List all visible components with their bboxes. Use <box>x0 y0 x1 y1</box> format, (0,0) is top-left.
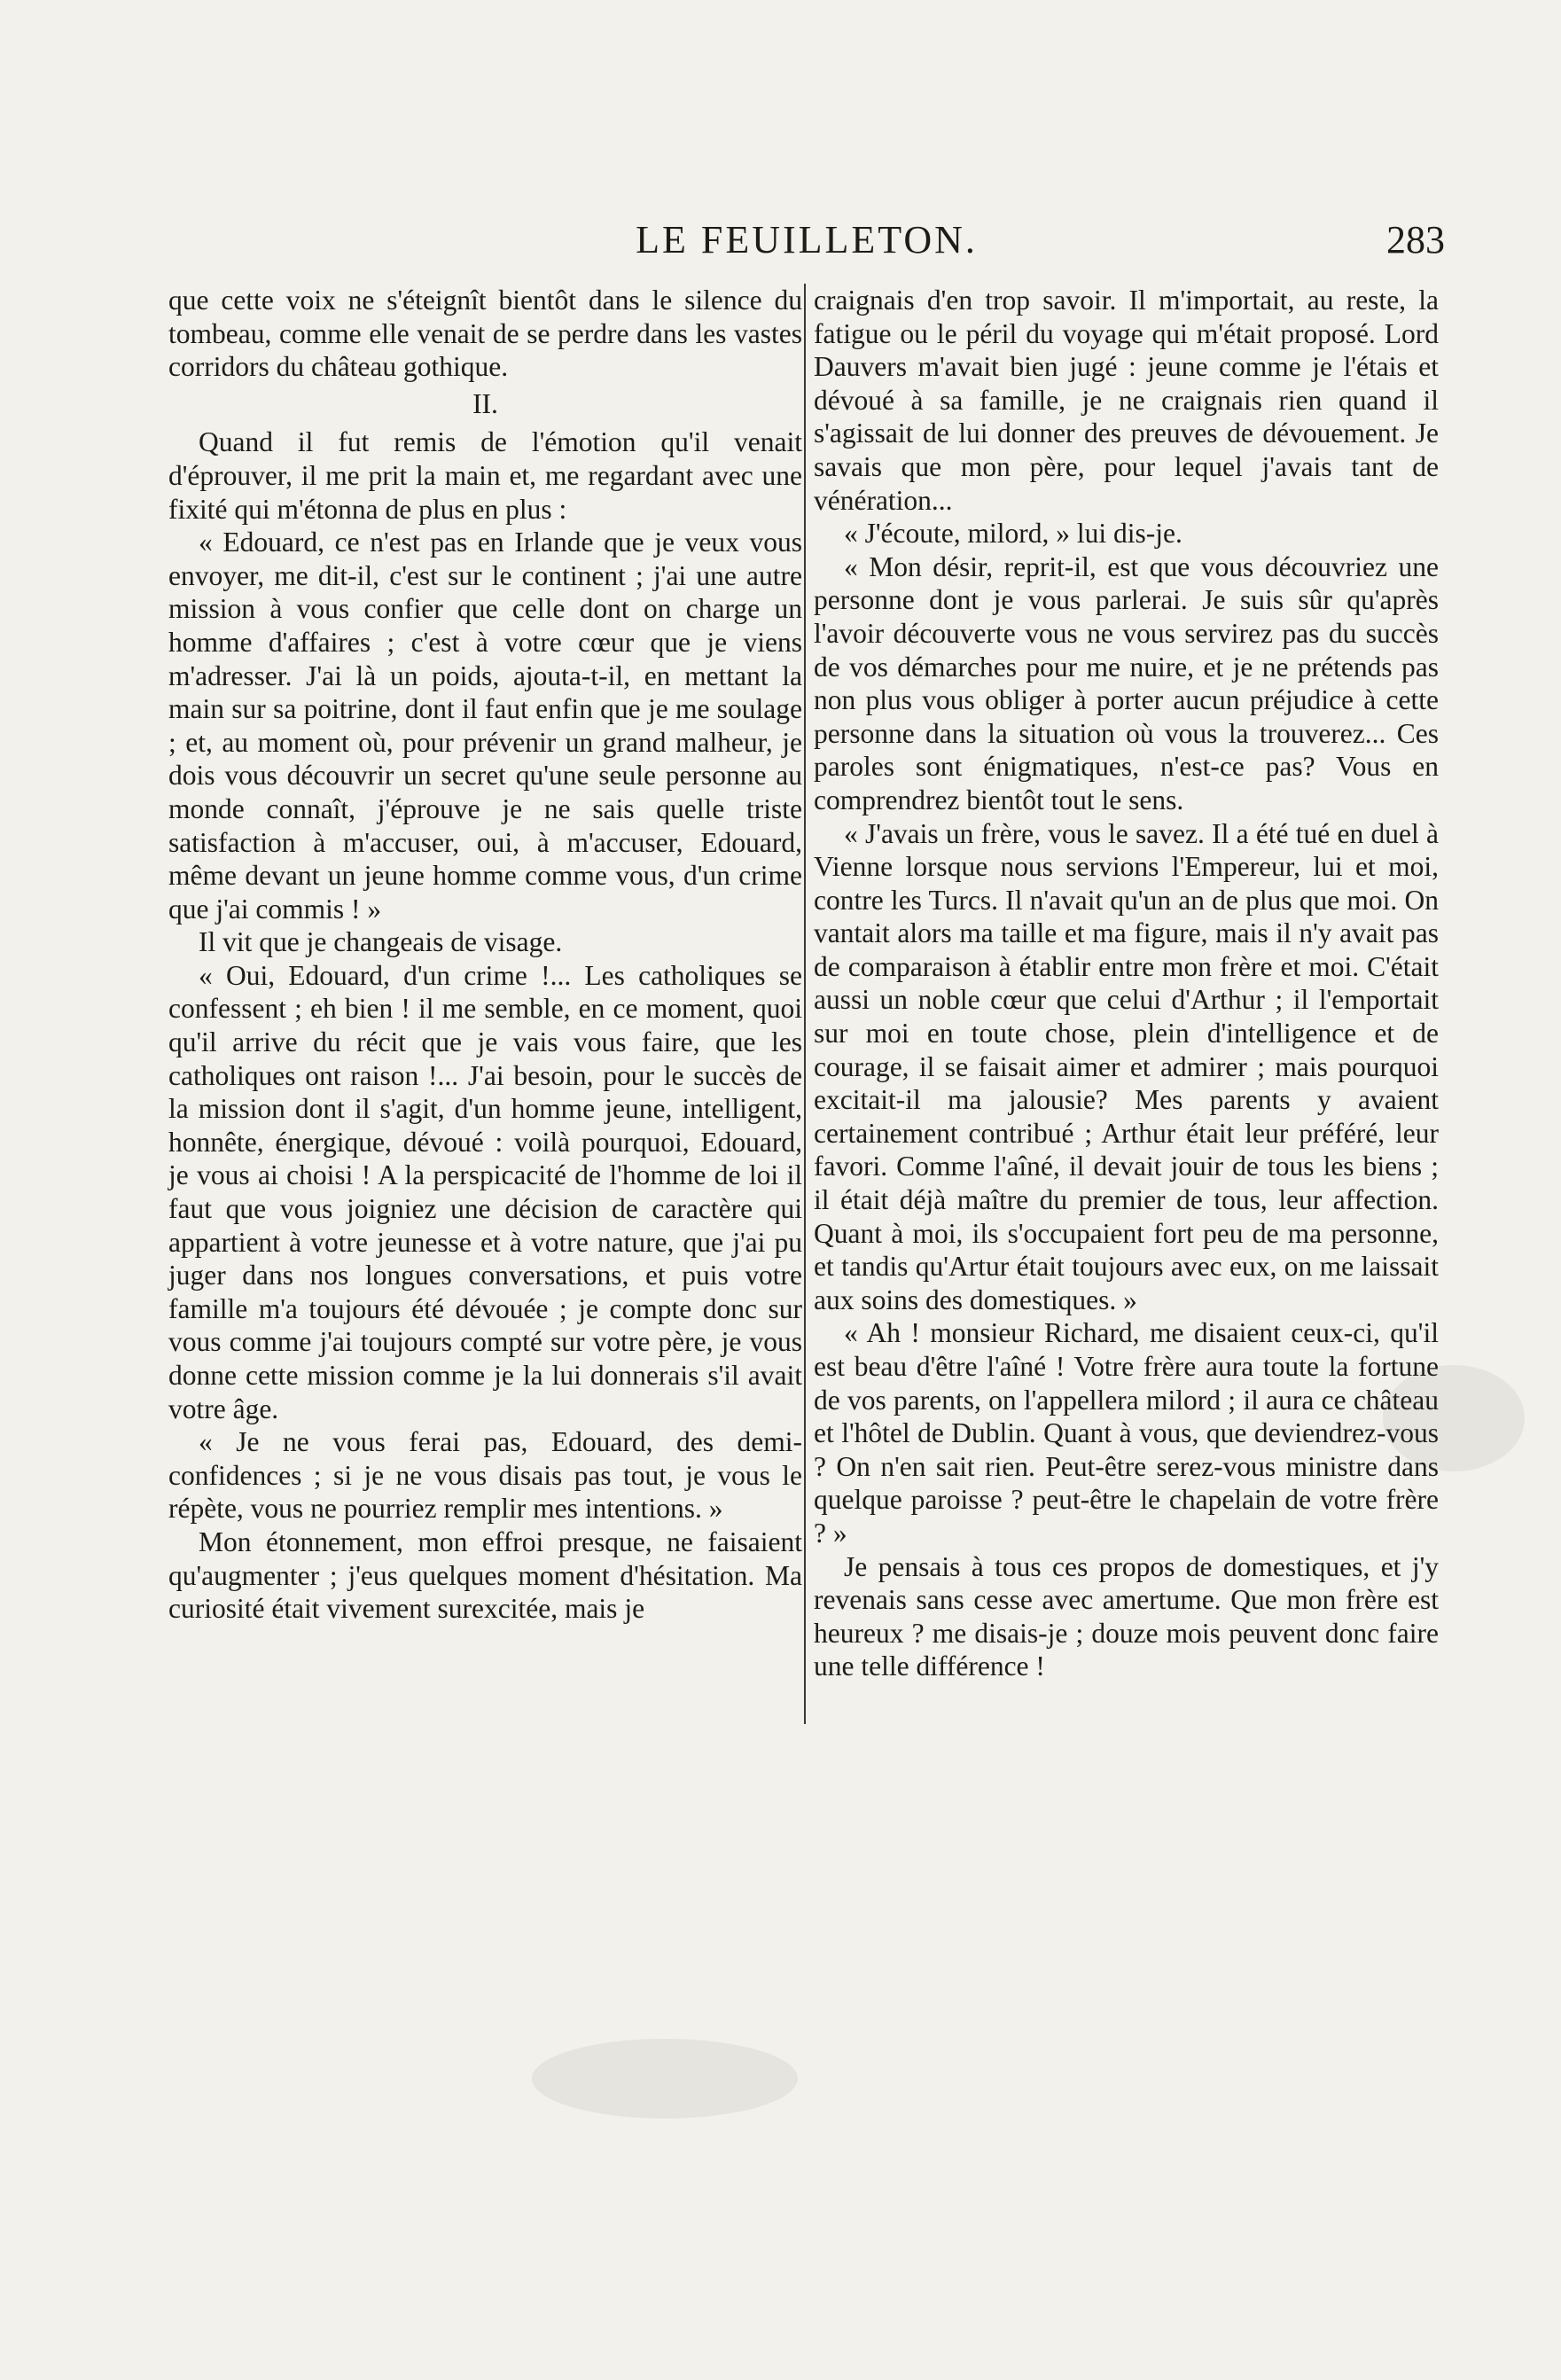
paragraph: Je pensais à tous ces propos de domestiques, et j'y revenais sans cesse avec amertume. Que mon frère est heureux ? me disais-je ; douze mois peuvent donc faire une telle différence ! <box>814 1550 1439 1682</box>
print-noise <box>1383 1365 1525 1471</box>
paragraph: Il vit que je changeais de visage. <box>199 926 563 958</box>
right-column <box>814 284 1439 1683</box>
paragraph: « Oui, Edouard, d'un crime !... Les catholiques se confessent ; eh bien ! il me semble, en ce moment, quoi qu'il arrive du récit que je vais vous faire, que les catholiques ont raison !... J'ai besoin, pour le succès de la mission dont il s'agit, d'un homme jeune, intelligent, honnête, énergique, dévoué : voilà pourquoi, Edouard, je vous ai choisi ! A la perspicacité de l'homme de loi il faut que vous joigniez une décision de caractère qui appartient à votre jeunesse et à votre nature, que j'ai pu juger dans nos longues conversations, et puis votre famille m'a toujours été dévouée ; je compte donc sur vous comme j'ai toujours compté sur votre père, je vous donne cette mission comme je la lui donnerais s'il avait votre âge. <box>168 959 802 1424</box>
paragraph: Mon étonnement, mon effroi presque, ne faisaient qu'augmenter ; j'eus quelques moment d'hésitation. Ma curiosité était vivement surexcitée, mais je <box>168 1526 802 1625</box>
paragraph: « Je ne vous ferai pas, Edouard, des demi-confidences ; si je ne vous disais pas tout, je vous le répète, vous ne pourriez remplir mes intentions. » <box>168 1426 802 1525</box>
paragraph: « Mon désir, reprit-il, est que vous découvriez une personne dont je vous parlerai. Je suis sûr qu'après l'avoir découverte vous ne vous servirez pas du succès de vos démarches pour me nuire, et je ne prétends pas non plus vous obliger à porter aucun préjudice à cette personne dans la situation où vous la trouverez... Ces paroles sont énigmatiques, n'est-ce pas? Vous en comprendrez bientôt tout le sens. <box>814 550 1439 815</box>
page-number: 283 <box>1386 218 1445 261</box>
paragraph: « Edouard, ce n'est pas en Irlande que je veux vous envoyer, me dit-il, c'est sur le continent ; j'ai une autre mission à vous confier que celle dont on charge un homme d'affaires ; c'est à votre cœur que je viens m'adresser. J'ai là un poids, ajouta-t-il, en mettant la main sur sa poitrine, dont il faut enfin que je me soulage ; et, au moment où, pour prévenir un grand malheur, je dois vous découvrir un secret qu'une seule personne au monde connaît, j'éprouve je ne sais quelle triste satisfaction à m'accuser, oui, à m'accuser, Edouard, même devant un jeune homme comme vous, d'un crime que j'ai commis ! » <box>168 527 802 925</box>
paragraph: « Ah ! monsieur Richard, me disaient ceux-ci, qu'il est beau d'être l'aîné ! Votre frère aura toute la fortune de vos parents, on l'appellera milord ; il aura ce château et l'hôtel de Dublin. Quant à vous, que deviendrez-vous ? On n'en sait rien. Peut-être serez-vous ministre dans quelque paroisse ? peut-être le chapelain de votre frère ? » <box>814 1317 1439 1549</box>
column-divider <box>804 284 806 1724</box>
section-heading: II. <box>472 387 498 419</box>
paragraph: « J'écoute, milord, » lui dis-je. <box>844 518 1182 550</box>
paragraph: craignais d'en trop savoir. Il m'importait, au reste, la fatigue ou le péril du voyage qui m'était proposé. Lord Dauvers m'avait bien jugé : jeune comme je l'étais et dévoué à sa famille, je ne craignais rien quand il s'agissait de lui donner des preuves de dévouement. Je savais que mon père, pour lequel j'avais tant de vénération... <box>814 285 1439 516</box>
print-noise <box>532 2039 798 2119</box>
left-column <box>168 284 802 1626</box>
page-header <box>168 217 1445 270</box>
paragraph: que cette voix ne s'éteignît bientôt dans le silence du tombeau, comme elle venait de se perdre dans les vastes corridors du château gothique. <box>168 285 802 383</box>
paragraph: Quand il fut remis de l'émotion qu'il venait d'éprouver, il me prit la main et, me regardant avec une fixité qui m'étonna de plus en plus : <box>168 426 802 525</box>
paragraph: « J'avais un frère, vous le savez. Il a été tué en duel à Vienne lorsque nous servions l'Empereur, lui et moi, contre les Turcs. Il n'avait qu'un an de plus que moi. On vantait alors ma taille et ma figure, mais il n'y avait pas de comparaison à établir entre mon frère et moi. C'était aussi un noble cœur que celui d'Arthur ; il l'emportait sur moi en toute chose, plein d'intelligence et de courage, il se faisait aimer et admirer ; mais pourquoi excitait-il ma jalousie? Mes parents y avaient certainement contribué ; Arthur était leur préféré, leur favori. Comme l'aîné, il devait jouir de tous les biens ; il était déjà maître du premier de tous, leur affection. Quant à moi, ils s'occupaient fort peu de ma personne, et tandis qu'Artur était toujours avec eux, on me laissait aux soins des domestiques. » <box>814 817 1439 1315</box>
running-title: LE FEUILLETON. <box>636 218 978 261</box>
